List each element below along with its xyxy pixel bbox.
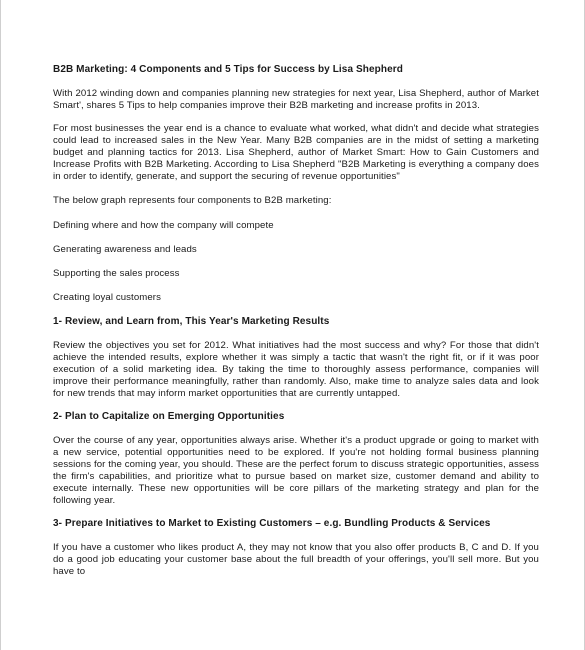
- section-body: If you have a customer who likes product A, they may not know that you also offer products B, C and D. If you do a good job educating your customer base about the full breadth of your offerings, you'll sell more. But you have to: [53, 542, 539, 577]
- section-opportunities: [53, 411, 539, 507]
- section-heading: 3- Prepare Initiatives to Market to Existing Customers – e.g. Bundling Products & Services: [53, 518, 491, 529]
- section-heading: 1- Review, and Learn from, This Year's Marketing Results: [53, 316, 330, 327]
- graph-intro-text: The below graph represents four components to B2B marketing:: [53, 195, 332, 206]
- intro-paragraph: With 2012 winding down and companies planning new strategies for next year, Lisa Shepherd, author of Market Smart', shares 5 Tips to help companies improve their B2B marketing and increase profits in 2013.: [53, 88, 539, 111]
- evaluation-paragraph: For most businesses the year end is a chance to evaluate what worked, what didn't and decide what strategies could lead to increased sales in the New Year. Many B2B companies are in the midst of setting a marketing budget and planning tactics for 2013. Lisa Shepherd, author of Market Smart: How to Gain Customers and Increase Profits with B2B Marketing. According to Lisa Shepherd "B2B Marketing is everything a company does in order to identify, generate, and support the securing of revenue opportunities": [53, 123, 539, 182]
- section-review: [53, 316, 539, 400]
- section-existing-customers: [53, 518, 539, 578]
- component-item: Supporting the sales process: [53, 268, 180, 279]
- section-body: Over the course of any year, opportunities always arise. Whether it's a product upgrade or going to market with a new service, potential opportunities need to be explored. If you're not holding formal business planning sessions for the coming year, you should. These are the perfect forum to discuss strategic opportunities, assess the firm's capabilities, and prioritize what to pursue based on market size, customer demand and ability to execute internally. These new opportunities will be core pillars of the marketing strategy and plan for the following year.: [53, 435, 539, 506]
- section-heading: 2- Plan to Capitalize on Emerging Opportunities: [53, 411, 285, 422]
- components-list: [53, 220, 539, 304]
- document-title: B2B Marketing: 4 Components and 5 Tips for Success by Lisa Shepherd: [53, 64, 403, 75]
- section-body: Review the objectives you set for 2012. What initiatives had the most success and why? For those that didn't achieve the intended results, explore whether it was simply a tactic that wasn't the right fit, or if it was poor execution of a solid marketing idea. By taking the time to thoroughly assess performance, companies will improve their performance meaningfully, rather than randomly. Also, make time to analyze sales data and look for new trends that may inform market opportunities that are currently untapped.: [53, 340, 539, 399]
- component-item: Generating awareness and leads: [53, 244, 197, 255]
- component-item: Creating loyal customers: [53, 292, 161, 303]
- component-item: Defining where and how the company will compete: [53, 220, 274, 231]
- document-body: [53, 64, 539, 589]
